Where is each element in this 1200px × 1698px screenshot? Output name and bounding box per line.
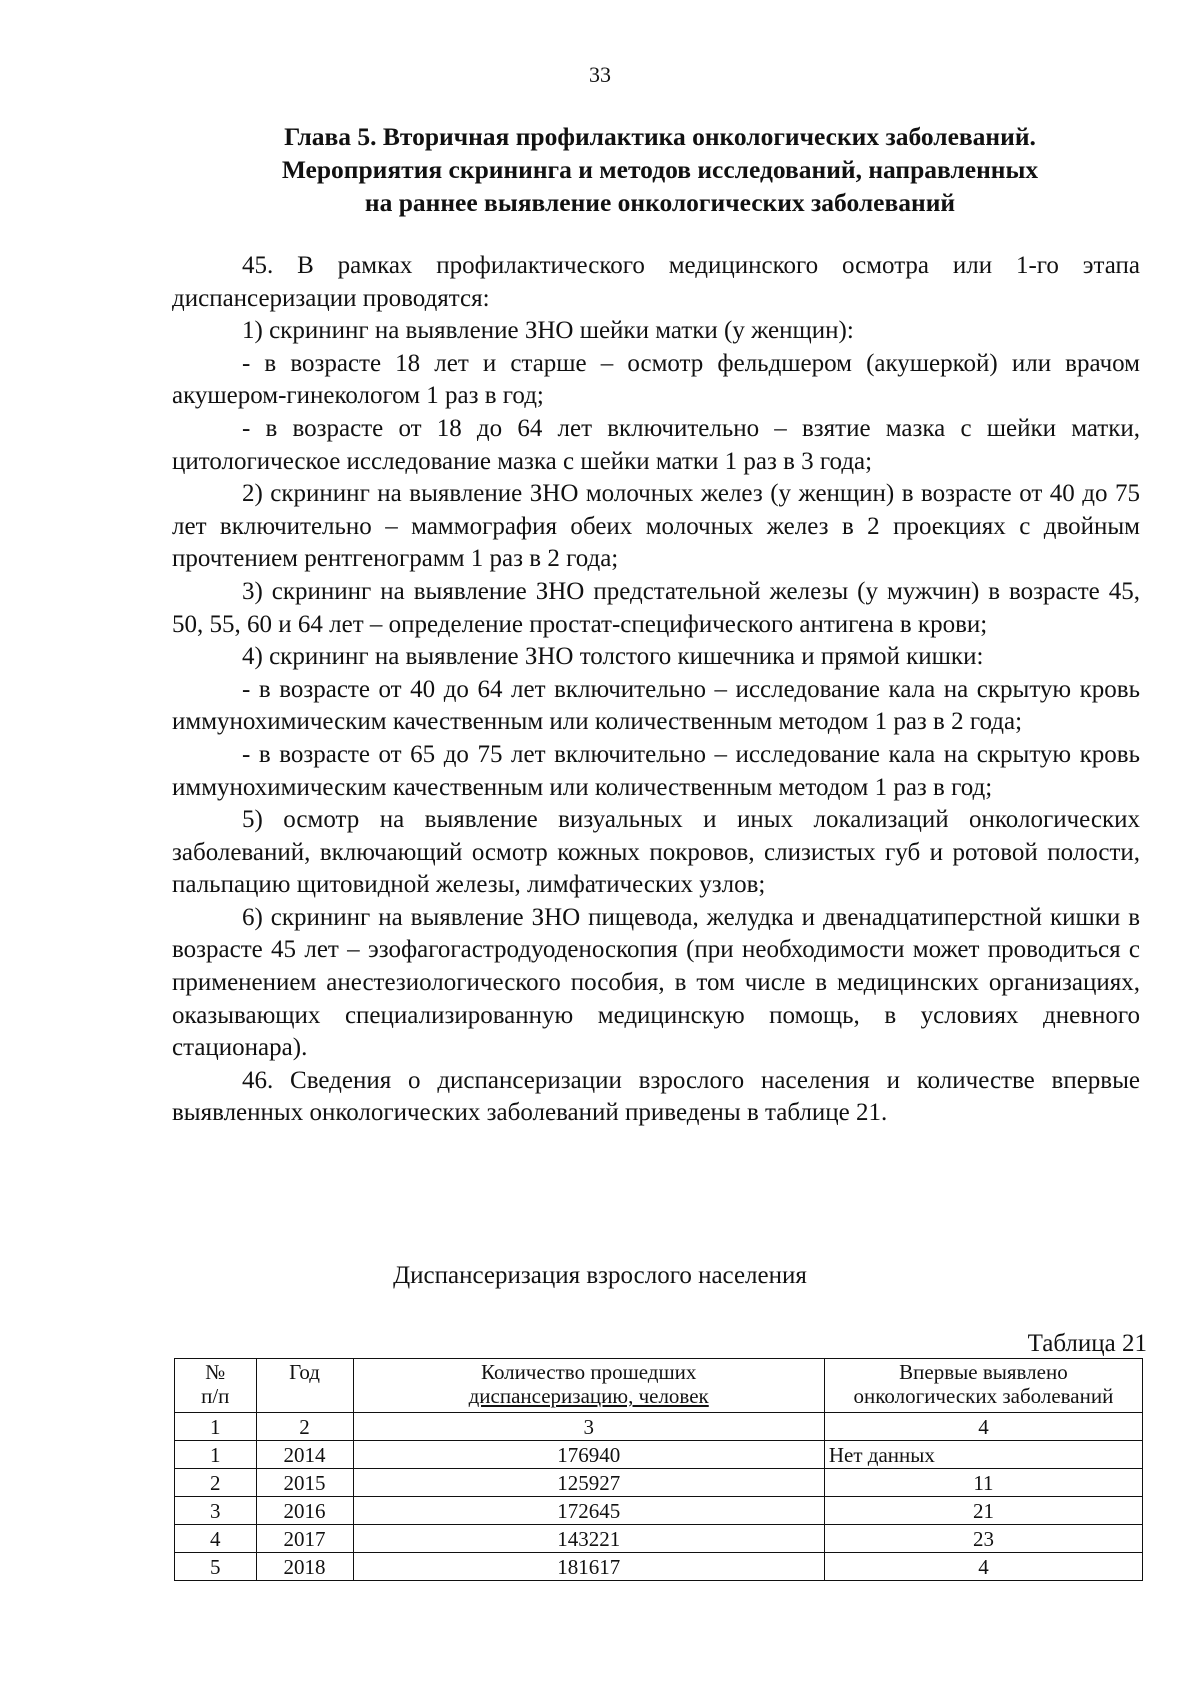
- row-screened-cell: 172645: [353, 1497, 824, 1525]
- chapter-title-line: Глава 5. Вторичная профилактика онкологических заболеваний.: [284, 122, 1036, 151]
- chapter-title-line: на раннее выявление онкологических заболеваний: [364, 188, 956, 217]
- column-number-cell: 3: [353, 1413, 824, 1441]
- row-year-cell: 2017: [256, 1525, 353, 1553]
- paragraph-45-intro: 45. В рамках профилактического медицинского осмотра или 1-го этапа диспансеризации проводятся:: [172, 252, 1140, 312]
- row-detected-cell: 11: [824, 1469, 1142, 1497]
- row-detected-cell: 23: [824, 1525, 1142, 1553]
- row-number-cell: 5: [175, 1553, 257, 1581]
- paragraph-item-3: 3) скрининг на выявление ЗНО предстательной железы (у мужчин) в возрасте 45, 50, 55, 60 и 64 лет – определение простат-специфического антигена в крови;: [172, 577, 1140, 638]
- header-year: [256, 1359, 353, 1413]
- header-detected-line: онкологических заболеваний: [853, 1384, 1114, 1408]
- table-label: Таблица 21: [1027, 1330, 1147, 1357]
- row-year-cell: 2014: [256, 1441, 353, 1469]
- paragraph-item-1-sub-a: - в возрасте 18 лет и старше – осмотр фельдшером (акушеркой) или врачом акушером-гинекологом 1 раз в год;: [172, 349, 1140, 410]
- page-number: 33: [589, 62, 611, 87]
- row-screened-cell: 125927: [353, 1469, 824, 1497]
- header-screened-line: диспансеризацию, человек: [468, 1384, 709, 1408]
- row-number-cell: 4: [175, 1525, 257, 1553]
- row-year-cell: 2018: [256, 1553, 353, 1581]
- header-detected-line: Впервые выявлено: [899, 1360, 1068, 1384]
- row-detected-cell: 21: [824, 1497, 1142, 1525]
- paragraph-item-4-sub-b: - в возрасте от 65 до 75 лет включительно – исследование кала на скрытую кровь иммунохимическим качественным или количественным методом 1 раз в год;: [172, 740, 1140, 801]
- body-text: [172, 250, 1140, 1130]
- chapter-title-line: Мероприятия скрининга и методов исследований, направленных: [281, 155, 1039, 184]
- chapter-title: [180, 120, 1140, 219]
- table-row: [175, 1525, 1143, 1553]
- paragraph-item-4: 4) скрининг на выявление ЗНО толстого кишечника и прямой кишки:: [242, 643, 984, 671]
- row-number-cell: 1: [175, 1441, 257, 1469]
- column-number-row: [175, 1413, 1143, 1441]
- header-number-line: п/п: [201, 1384, 230, 1408]
- row-number-cell: 2: [175, 1469, 257, 1497]
- column-number-cell: 4: [824, 1413, 1142, 1441]
- header-number: [175, 1359, 257, 1413]
- table-row: [175, 1553, 1143, 1581]
- paragraph-item-1: 1) скрининг на выявление ЗНО шейки матки (у женщин):: [242, 317, 854, 345]
- header-year-line: Год: [289, 1360, 320, 1384]
- header-detected-cancer: [824, 1359, 1142, 1413]
- table-row: [175, 1469, 1143, 1497]
- row-screened-cell: 143221: [353, 1525, 824, 1553]
- screening-table: [174, 1358, 1143, 1581]
- header-screened-count: [353, 1359, 824, 1413]
- table-header-row: [175, 1359, 1143, 1413]
- header-screened-line: Количество прошедших: [481, 1360, 697, 1384]
- table-row: [175, 1497, 1143, 1525]
- table-row: [175, 1441, 1143, 1469]
- paragraph-item-5: 5) осмотр на выявление визуальных и иных локализаций онкологических заболеваний, включающий осмотр кожных покровов, слизистых губ и ротовой полости, пальпацию щитовидной железы, лимфатических узлов;: [172, 806, 1140, 899]
- paragraph-item-1-sub-b: - в возрасте от 18 до 64 лет включительно – взятие мазка с шейки матки, цитологическое исследование мазка с шейки матки 1 раз в 3 года;: [172, 414, 1140, 475]
- table-caption: Диспансеризация взрослого населения: [393, 1262, 807, 1289]
- paragraph-46: 46. Сведения о диспансеризации взрослого населения и количестве впервые выявленных онкологических заболеваний приведены в таблице 21.: [172, 1066, 1140, 1127]
- row-year-cell: 2015: [256, 1469, 353, 1497]
- column-number-cell: 2: [256, 1413, 353, 1441]
- paragraph-item-4-sub-a: - в возрасте от 40 до 64 лет включительно – исследование кала на скрытую кровь иммунохимическим качественным или количественным методом 1 раз в 2 года;: [172, 675, 1140, 736]
- row-screened-cell: 181617: [353, 1553, 824, 1581]
- row-number-cell: 3: [175, 1497, 257, 1525]
- row-year-cell: 2016: [256, 1497, 353, 1525]
- paragraph-item-2: 2) скрининг на выявление ЗНО молочных желез (у женщин) в возрасте от 40 до 75 лет включительно – маммография обеих молочных желез в 2 проекциях с двойным прочтением рентгенограмм 1 раз в 2 года;: [172, 480, 1140, 573]
- paragraph-item-6: 6) скрининг на выявление ЗНО пищевода, желудка и двенадцатиперстной кишки в возрасте 45 лет – эзофагогастродуоденоскопия (при необходимости может проводиться с применением анестезиологического пособия, в том числе в медицинских организациях, оказывающих специализированную медицинскую помощь, в условиях дневного стационара).: [172, 903, 1140, 1062]
- header-number-line: №: [205, 1360, 226, 1384]
- row-screened-cell: 176940: [353, 1441, 824, 1469]
- row-detected-cell: 4: [824, 1553, 1142, 1581]
- row-detected-cell: Нет данных: [824, 1441, 1142, 1469]
- column-number-cell: 1: [175, 1413, 257, 1441]
